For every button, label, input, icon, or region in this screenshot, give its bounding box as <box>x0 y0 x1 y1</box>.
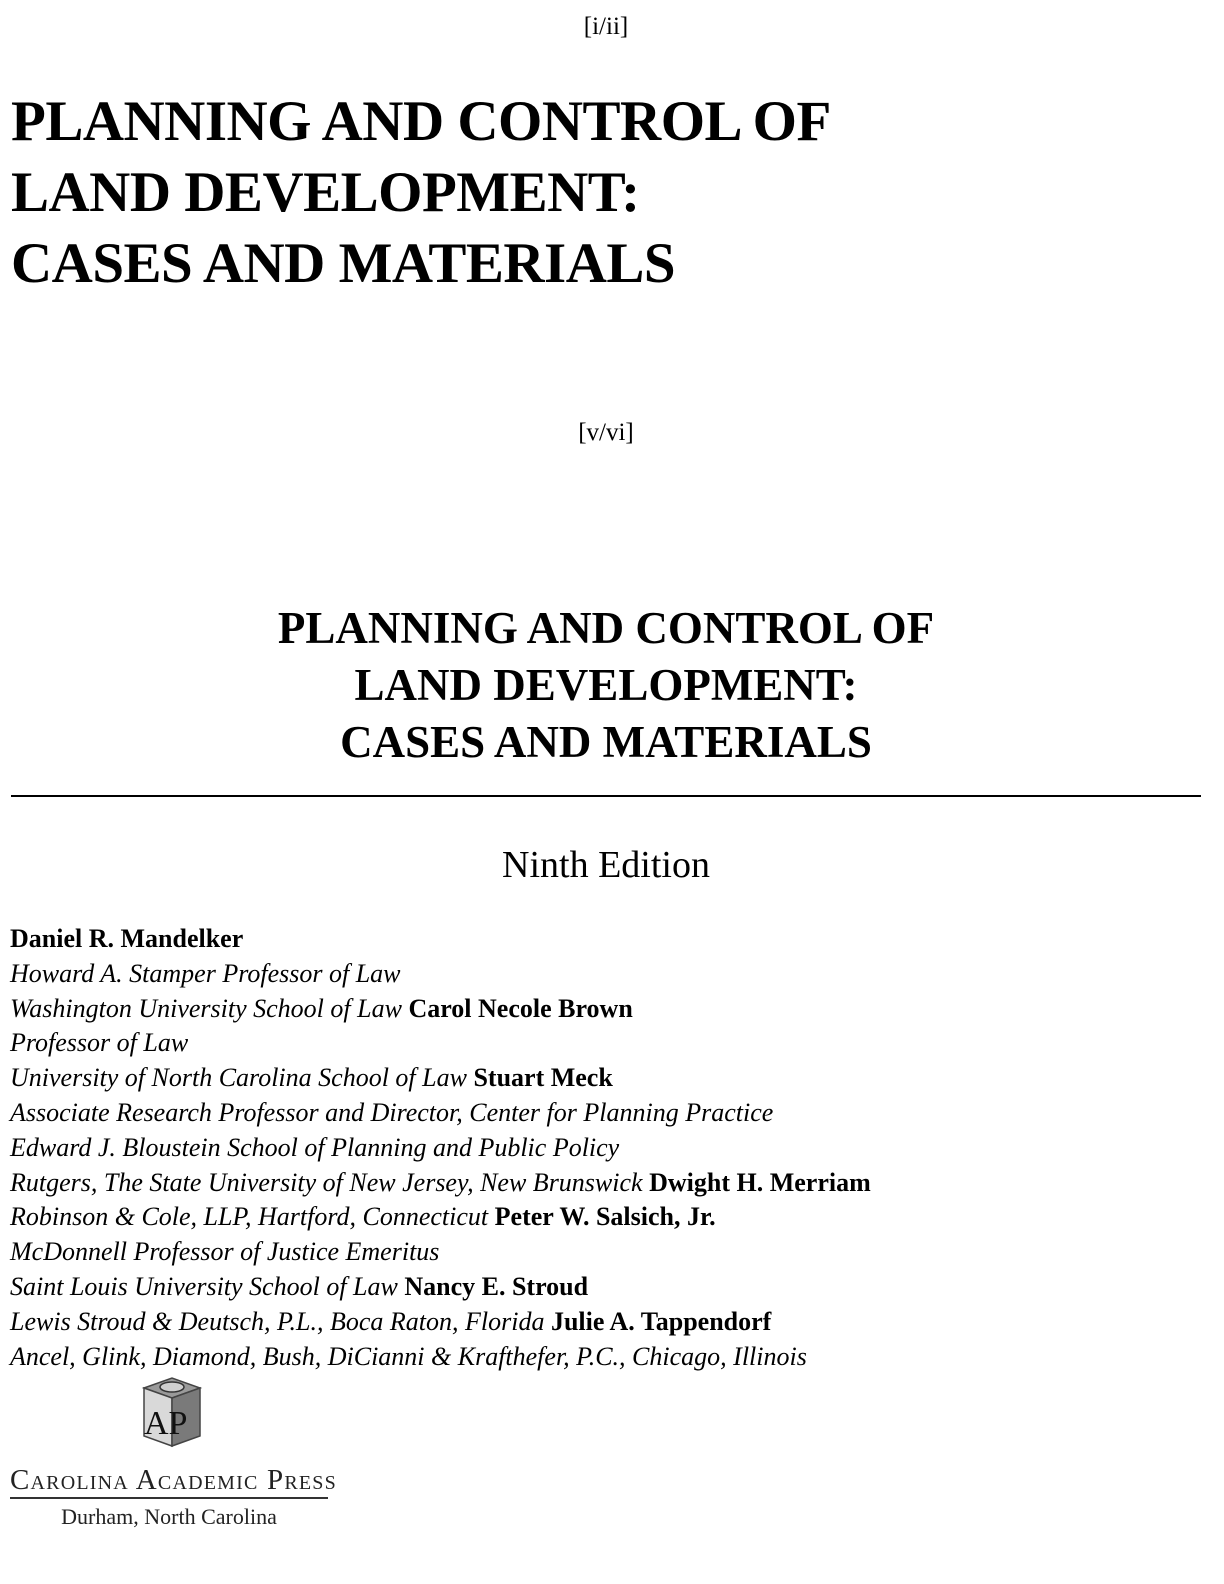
author-affiliation: Ancel, Glink, Diamond, Bush, DiCianni & Krafthefer, P.C., Chicago, Illinois <box>10 1341 807 1371</box>
title-line: PLANNING AND CONTROL OF <box>277 603 935 653</box>
page-marker-middle: [v/vi] <box>578 419 634 446</box>
author-affiliation: Howard A. Stamper Professor of Law <box>10 958 401 988</box>
publisher-name: Carolina Academic Press <box>10 1464 337 1496</box>
author-line <box>10 992 871 1027</box>
author-affiliation: Lewis Stroud & Deutsch, P.L., Boca Raton, Florida <box>10 1306 545 1336</box>
page-marker-top: [i/ii] <box>583 13 629 40</box>
author-affiliation: University of North Carolina School of Law <box>10 1063 467 1093</box>
author-name: Julie A. Tappendorf <box>550 1306 772 1336</box>
author-name: Peter W. Salsich, Jr. <box>494 1202 716 1232</box>
author-name: Nancy E. Stroud <box>404 1271 589 1301</box>
author-line <box>10 1235 871 1270</box>
author-name: Daniel R. Mandelker <box>10 924 244 953</box>
author-affiliation: Edward J. Bloustein School of Planning and Public Policy <box>10 1132 620 1162</box>
author-affiliation: McDonnell Professor of Justice Emeritus <box>10 1237 440 1267</box>
half-title-line: LAND DEVELOPMENT: <box>11 161 640 224</box>
publisher-logo-icon <box>130 1374 212 1450</box>
title-divider <box>11 795 1201 797</box>
author-line <box>10 1061 871 1096</box>
author-line <box>10 1026 871 1061</box>
author-name: Dwight H. Merriam <box>649 1167 871 1197</box>
author-line <box>10 1131 871 1166</box>
publisher-divider <box>10 1497 328 1499</box>
half-title <box>11 86 831 299</box>
author-line <box>10 1270 871 1305</box>
author-line <box>10 1340 871 1375</box>
author-affiliation: Saint Louis University School of Law <box>10 1271 398 1301</box>
logo-lettering: AP <box>144 1405 188 1442</box>
author-list <box>10 922 871 1374</box>
half-title-line: CASES AND MATERIALS <box>11 232 676 295</box>
edition-label: Ninth Edition <box>502 844 710 886</box>
author-line <box>10 1096 871 1131</box>
publisher-location: Durham, North Carolina <box>61 1504 277 1529</box>
book-title <box>0 600 1212 771</box>
author-affiliation: Rutgers, The State University of New Jersey, New Brunswick <box>10 1167 643 1197</box>
half-title-line: PLANNING AND CONTROL OF <box>11 90 831 153</box>
author-affiliation: Associate Research Professor and Director, Center for Planning Practice <box>10 1097 774 1127</box>
author-name: Stuart Meck <box>473 1063 613 1093</box>
author-line <box>10 1200 871 1235</box>
title-line: LAND DEVELOPMENT: <box>354 660 858 710</box>
title-line: CASES AND MATERIALS <box>340 717 872 767</box>
author-affiliation: Washington University School of Law <box>10 993 402 1023</box>
author-line <box>10 1166 871 1201</box>
author-affiliation: Professor of Law <box>10 1028 189 1058</box>
author-line <box>10 922 871 957</box>
author-line <box>10 1305 871 1340</box>
author-line <box>10 957 871 992</box>
author-affiliation: Robinson & Cole, LLP, Hartford, Connecticut <box>10 1202 489 1232</box>
author-name: Carol Necole Brown <box>408 993 633 1023</box>
